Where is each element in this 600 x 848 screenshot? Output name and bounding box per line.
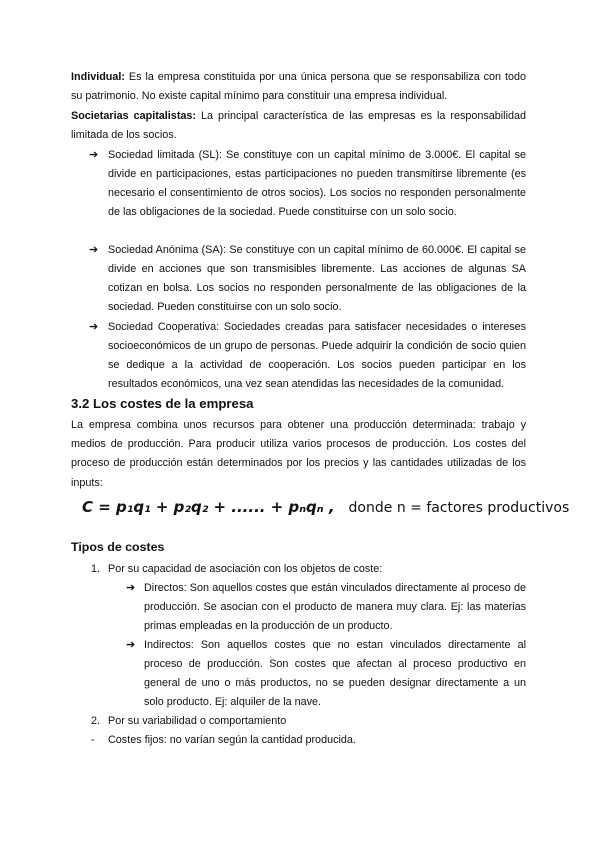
bullet-sociedad-limitada: Sociedad limitada (SL): Se constituye con un capital mínimo de 3.000€. El capital se divide en participaciones, estas participaciones no pueden transmitirse libremente (es necesario el consentimiento de otros socios). Los socios no responden personalmente de las obligaciones de la sociedad. Puede constituirse con un solo socio. xyxy=(108,149,526,219)
bullet-sociedad-cooperativa: Sociedad Cooperativa: Sociedades creadas para satisfacer necesidades o intereses socioeconómicos de un grupo de personas. Puede adquirir la condición de socio quien se dedique a la actividad de cooperación. Los socios pueden participar en los resultados económicos, una vez sean atendidas las necesidades de la comunidad. xyxy=(108,321,526,391)
section-heading: 3.2 Los costes de la empresa xyxy=(71,396,254,411)
list-item-asociacion: Por su capacidad de asociación con los objetos de coste: xyxy=(108,563,383,575)
label-individual: Individual: xyxy=(71,71,125,83)
arrow-bullet-icon: ➔ xyxy=(89,244,99,256)
formula-expression: C = p₁q₁ + p₂q₂ + ...... + pₙqₙ , xyxy=(82,498,335,516)
arrow-bullet-icon: ➔ xyxy=(89,321,99,333)
paragraph-societarias xyxy=(71,107,526,145)
arrow-bullet-icon: ➔ xyxy=(126,639,136,651)
list-item-costes-fijos: Costes fijos: no varían según la cantidad producida. xyxy=(108,734,356,746)
cost-formula xyxy=(82,498,569,516)
label-societarias: Societarias capitalistas: xyxy=(71,110,197,122)
paragraph-costes-intro: La empresa combina unos recursos para obtener una producción determinada: trabajo y medios de producción. Para producir utiliza varios procesos de producción. Los costes del proceso de producción están determinados por los precios y las cantidades utilizadas de los inputs: xyxy=(71,419,526,489)
arrow-bullet-icon: ➔ xyxy=(126,582,136,594)
list-number: 1. xyxy=(91,563,101,575)
tipos-heading: Tipos de costes xyxy=(71,540,165,554)
arrow-bullet-icon: ➔ xyxy=(89,149,99,161)
sub-item-indirectos: Indirectos: Son aquellos costes que no estan vinculados directamente al proceso de producción. Son costes que afectan al proceso productivo en general de uno o más productos, no se pueden designar directamente a un solo producto. Ej: alquiler de la nave. xyxy=(144,639,526,709)
formula-suffix: donde n = factores productivos xyxy=(348,500,570,516)
paragraph-individual xyxy=(71,68,526,106)
sub-item-directos: Directos: Son aquellos costes que están vinculados directamente al proceso de producción. Se asocian con el producto de manera muy clara. Ej: las materias primas empleadas en la producción de un producto. xyxy=(144,582,526,633)
text-individual: Es la empresa constituida por una única persona que se responsabiliza con todo su patrimonio. No existe capital mínimo para constituir una empresa individual. xyxy=(71,71,526,103)
list-item-variabilidad: Por su variabilidad o comportamiento xyxy=(108,715,287,727)
list-dash: - xyxy=(91,734,95,746)
text-societarias: La principal característica de las empresas es la responsabilidad limitada de los socios. xyxy=(71,110,526,142)
bullet-sociedad-anonima: Sociedad Anónima (SA): Se constituye con un capital mínimo de 60.000€. El capital se divide en acciones que son transmisibles libremente. Las acciones de algunas SA cotizan en bolsa. Los socios no responden personalmente de las obligaciones de la sociedad. Pueden constituirse con un solo socio. xyxy=(108,244,526,314)
list-number: 2. xyxy=(91,715,101,727)
